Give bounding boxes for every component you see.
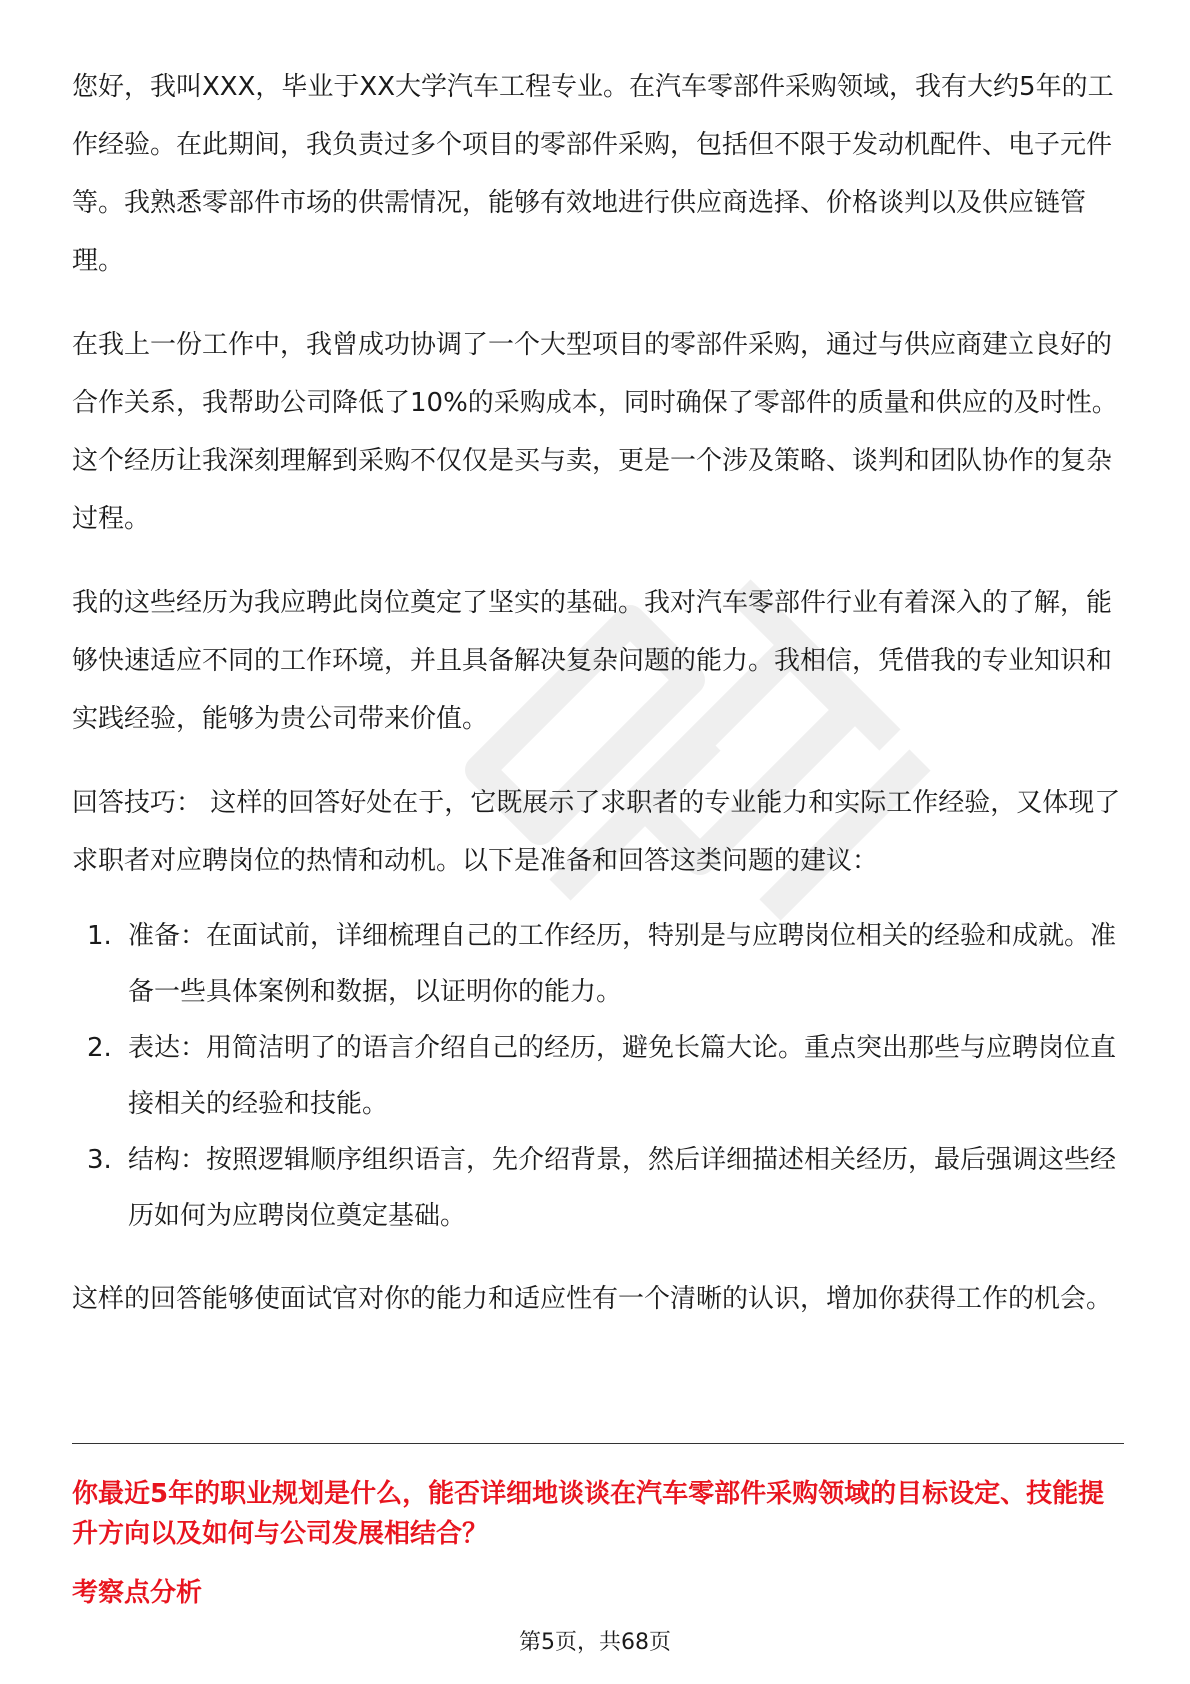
list-item-text: 准备：在面试前，详细梳理自己的工作经历，特别是与应聘岗位相关的经验和成就。准备一些具体案例和数据，以证明你的能力。 <box>128 921 1117 1007</box>
answer-tips-paragraph: 回答技巧： 这样的回答好处在于，它既展示了求职者的专业能力和实际工作经验，又体现了求职者对应聘岗位的热情和动机。以下是准备和回答这类问题的建议： <box>72 788 1121 876</box>
list-item <box>72 1132 1124 1244</box>
analysis-section-heading: 考察点分析 <box>72 1578 203 1608</box>
list-item-number: 1. <box>87 921 112 951</box>
experience-paragraph: 在我上一份工作中，我曾成功协调了一个大型项目的零部件采购，通过与供应商建立良好的合作关系，我帮助公司降低了10%的采购成本，同时确保了零部件的质量和供应的及时性。这个经历让我深刻理解到采购不仅仅是买与卖，更是一个涉及策略、谈判和团队协作的复杂过程。 <box>72 330 1118 534</box>
list-item-text: 表达：用简洁明了的语言介绍自己的经历，避免长篇大论。重点突出那些与应聘岗位直接相关的经验和技能。 <box>128 1033 1117 1119</box>
closing-paragraph: 这样的回答能够使面试官对你的能力和适应性有一个清晰的认识，增加你获得工作的机会。 <box>72 1284 1113 1314</box>
list-item <box>72 908 1124 1020</box>
list-item-number: 3. <box>87 1145 112 1175</box>
section-divider <box>72 1443 1124 1444</box>
intro-paragraph: 您好，我叫XXX，毕业于XX大学汽车工程专业。在汽车零部件采购领域，我有大约5年的工作经验。在此期间，我负责过多个项目的零部件采购，包括但不限于发动机配件、电子元件等。我熟悉零部件市场的供需情况，能够有效地进行供应商选择、价格谈判以及供应链管理。 <box>72 72 1114 276</box>
tips-list <box>72 908 1124 1244</box>
foundation-paragraph: 我的这些经历为我应聘此岗位奠定了坚实的基础。我对汽车零部件行业有着深入的了解，能够快速适应不同的工作环境，并且具备解决复杂问题的能力。我相信，凭借我的专业知识和实践经验，能够为贵公司带来价值。 <box>72 588 1113 734</box>
list-item <box>72 1020 1124 1132</box>
list-item-text: 结构：按照逻辑顺序组织语言，先介绍背景，然后详细描述相关经历，最后强调这些经历如何为应聘岗位奠定基础。 <box>128 1145 1117 1231</box>
document-body <box>72 58 1124 1354</box>
list-item-number: 2. <box>87 1033 112 1063</box>
next-question-title: 你最近5年的职业规划是什么，能否详细地谈谈在汽车零部件采购领域的目标设定、技能提升方向以及如何与公司发展相结合？ <box>72 1479 1105 1549</box>
page-number: 第5页，共68页 <box>519 1630 671 1655</box>
